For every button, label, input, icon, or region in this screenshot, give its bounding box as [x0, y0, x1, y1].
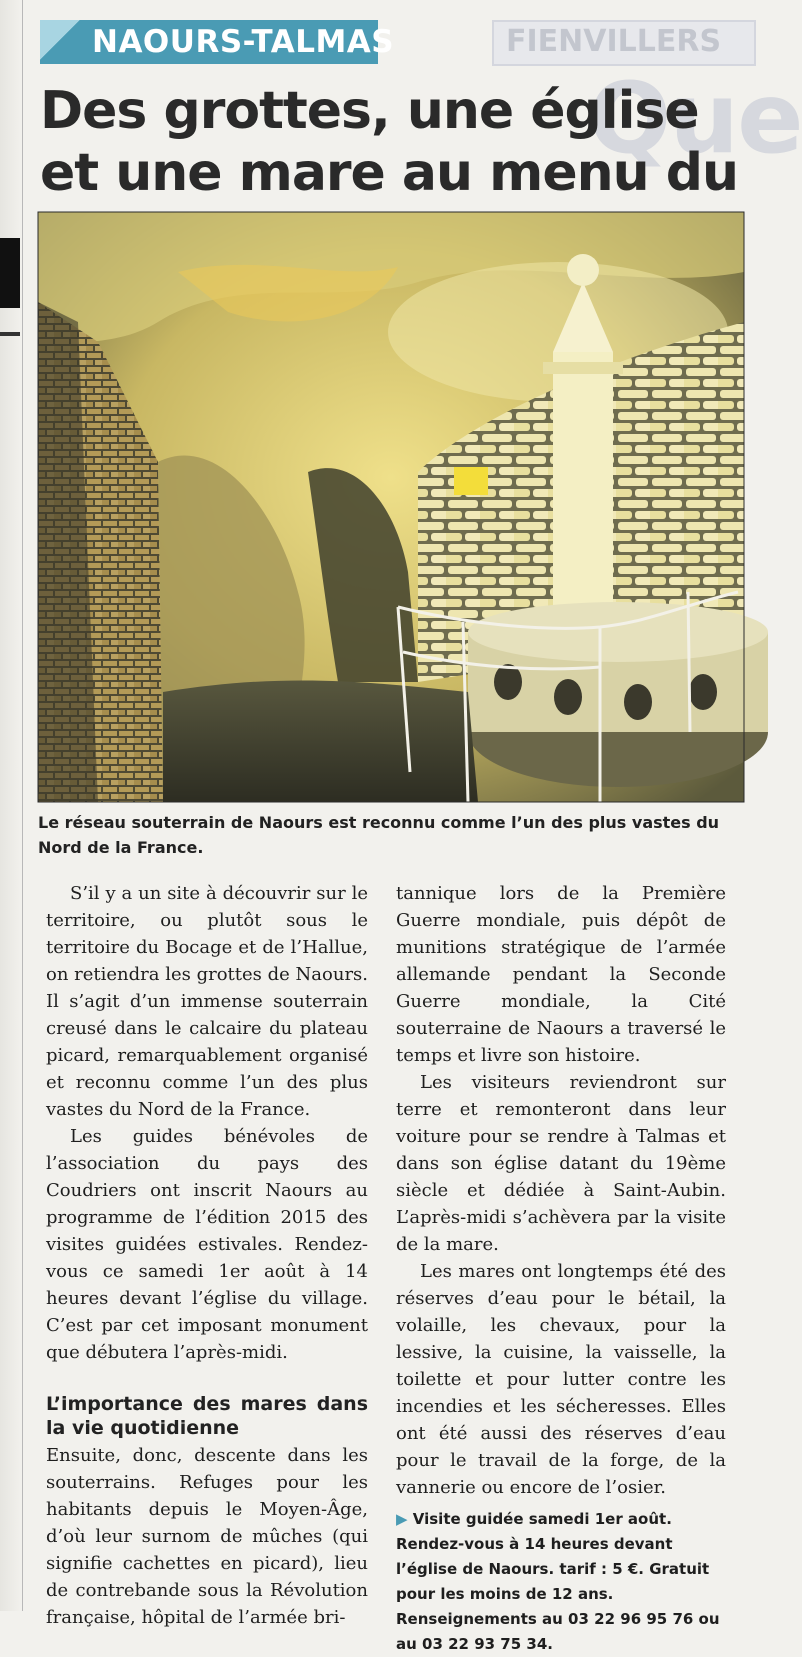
article-column-right — [396, 880, 726, 1657]
kicker-slash-decoration — [40, 20, 84, 64]
margin-rule — [22, 0, 23, 1611]
scan-edge-tick — [0, 332, 20, 336]
article-paragraph: Les guides bénévoles de l’association du pays des Coudriers ont inscrit Naours au programme de l’édition 2015 des visites guidées estivales. Rendez-vous ce samedi 1er août à 14 heures devant l’église du village. C’est par cet imposant monument que débutera l’après-midi. — [46, 1126, 368, 1363]
photo-caption: Le réseau souterrain de Naours est reconnu comme l’un des plus vastes du Nord de la France. — [38, 813, 720, 857]
article-paragraph: S’il y a un site à découvrir sur le territoire, ou plutôt sous le territoire du Bocage et de l’Hallue, on retiendra les grottes de Naours. Il s’agit d’un immense souterrain creusé dans le calcaire du plateau picard, remarquablement organisé et reconnu comme l’un des plus vastes du Nord de la France. — [46, 883, 369, 1120]
article-paragraph: Les mares ont longtemps été des réserves d’eau pour le bétail, la volaille, les chevaux, pour la lessive, la cuisine, la vaisselle, la toilette et pour lutter contre les incendies et les sécheresses. Elles ont été aussi des réserves d’eau pour le travail de la forge, de la vannerie ou encore de l’osier. — [396, 1261, 726, 1498]
practical-info — [396, 1507, 726, 1657]
bleed-through-big-text: Que — [588, 62, 802, 176]
article-paragraph: tannique lors de la Première Guerre mondiale, puis dépôt de munitions stratégique de l’armée allemande pendant la Seconde Guerre mondiale, la Cité souterraine de Naours a traversé le temps et livre son histoire. — [396, 883, 726, 1066]
cave-photo — [38, 212, 744, 802]
article-paragraph: Les visiteurs reviendront sur terre et remonteront dans leur voiture pour se rendre à Talmas et dans son église datant du 19ème siècle et dédiée à Saint-Aubin. L’après-midi s’achèvera par la visite de la mare. — [396, 1072, 726, 1255]
article-column-left — [46, 880, 368, 1631]
section-kicker — [40, 20, 395, 64]
article-paragraph: Ensuite, donc, descente dans les souterrains. Refuges pour les habitants depuis le Moyen-Âge, d’où leur surnom de mûches (qui signifie cachettes en picard), lieu de contrebande sous la Révolution française, hôpital de l’armée bri- — [46, 1445, 368, 1628]
bleed-through-box — [492, 20, 756, 66]
triangle-right-icon: ▶ — [396, 1510, 413, 1528]
kicker-label: NAOURS-TALMAS — [92, 24, 395, 60]
bleed-through-box-text: FIENVILLERS — [506, 24, 722, 59]
practical-info-text: Visite guidée samedi 1er août. Rendez-vous à 14 heures devant l’église de Naours. tarif : 5 €. Gratuit pour les moins de 12 ans. Renseignements au 03 22 96 95 76 ou au 03 22 93 75 34. — [396, 1510, 720, 1653]
article-subhead: L’importance des mares dans la vie quotidienne — [46, 1393, 368, 1439]
scan-edge-mark — [0, 238, 20, 308]
headline: Des grottes, une église et une mare au menu du — [40, 81, 738, 203]
